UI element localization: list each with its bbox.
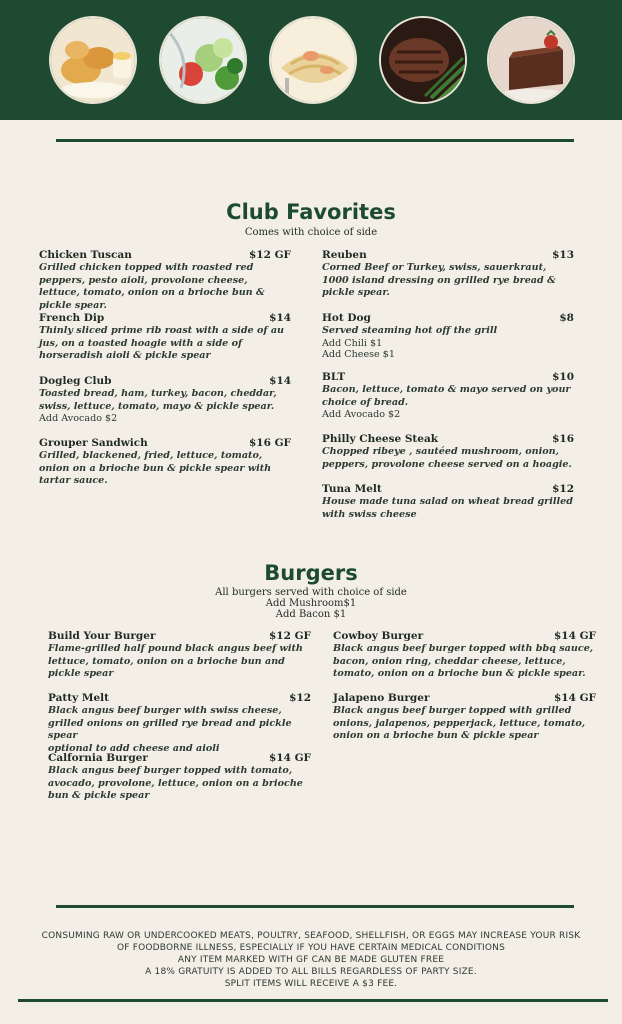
item-description: Flame-grilled half pound black angus beef with lettuce, tomato, onion on a brioche bun and pickle spear [48,643,303,680]
burgers-addon: Add Mushroom$1 [265,598,357,609]
disclaimer-line: A 18% GRATUITY IS ADDED TO ALL BILLS REGARDLESS OF PARTY SIZE. [145,967,477,977]
item-price: $12 GF [269,630,311,642]
footer-divider [18,999,608,1002]
salad-photo [159,16,247,104]
item-addon: Add Cheese $1 [322,349,395,361]
item-description: Black angus beef burger topped with tomato, avocado, provolone, lettuce, onion on a brioche bun & pickle spear [48,765,303,802]
menu-item [322,433,574,471]
item-addon: optional to add cheese and aioli [48,742,220,754]
item-name: Hot Dog [322,312,371,324]
item-price: $14 [269,312,291,324]
disclaimer-line: SPLIT ITEMS WILL RECEIVE A $3 FEE. [224,979,398,989]
top-divider [56,139,574,142]
item-price: $16 [552,433,574,445]
item-description: Toasted bread, ham, turkey, bacon, cheddar, swiss, lettuce, tomato, mayo & pickle spear. [39,388,277,412]
item-description: Black angus beef burger topped with grilled onions, jalapenos, pepperjack, lettuce, tomato, onion on a brioche bun & pickle spear [333,705,586,742]
menu-item [39,375,291,425]
item-price: $16 GF [249,437,291,449]
item-price: $14 GF [269,752,311,764]
burgers-subtitle: All burgers served with choice of side [215,587,407,598]
disclaimer-line: CONSUMING RAW OR UNDERCOOKED MEATS, POULTRY, SEAFOOD, SHELLFISH, OR EGGS MAY INCREASE YOUR RISK [41,931,581,941]
item-name: Reuben [322,249,367,261]
burgers-title: Burgers [264,561,358,585]
bottom-divider [56,905,574,908]
menu-item [48,692,311,755]
menu-item [39,437,291,488]
item-description: Grilled chicken topped with roasted red peppers, pesto aioli, provolone cheese, lettuce, tomato, onion on a brioche bun & pickle spear. [39,262,265,311]
item-name: French Dip [39,312,105,324]
item-description: Thinly sliced prime rib roast with a side of au jus, on a toasted hoagie with a side of horseradish aioli & pickle spear [39,325,285,362]
disclaimer-line: ANY ITEM MARKED WITH GF CAN BE MADE GLUTEN FREE [177,955,445,965]
item-name: Cowboy Burger [333,630,424,642]
steak-photo [379,16,467,104]
menu-item [39,312,291,363]
item-name: Tuna Melt [322,483,382,495]
item-price: $14 GF [554,692,596,704]
item-description: House made tuna salad on wheat bread grilled with swiss cheese [322,496,573,520]
header-banner [0,0,622,120]
item-addon: Add Avocado $2 [39,413,118,425]
pasta-photo [269,16,357,104]
item-name: Jalapeno Burger [333,692,430,704]
item-price: $12 [552,483,574,495]
item-description: Grilled, blackened, fried, lettuce, tomato, onion on a brioche bun & pickle spear with tartar sauce. [39,450,272,487]
menu-item [48,630,311,681]
menu-item [333,630,596,681]
item-name: Chicken Tuscan [39,249,132,261]
item-price: $14 GF [554,630,596,642]
item-name: Dogleg Club [39,375,112,387]
item-name: Patty Melt [48,692,110,704]
item-name: Grouper Sandwich [39,437,148,449]
disclaimer [0,930,622,990]
item-name: Calfornia Burger [48,752,148,764]
menu-item [333,692,596,743]
item-name: BLT [322,371,346,383]
burgers-addon: Add Bacon $1 [275,609,347,620]
menu-item [322,483,574,521]
item-description: Black angus beef burger topped with bbq sauce, bacon, onion ring, cheddar cheese, lettuce, tomato, onion on a brioche bun & pickle spear. [333,643,594,680]
club-favorites-title: Club Favorites [226,200,396,224]
item-price: $10 [552,371,574,383]
item-price: $13 [552,249,574,261]
item-name: Build Your Burger [48,630,156,642]
menu-item [39,249,291,312]
club-favorites-subtitle: Comes with choice of side [244,227,378,238]
menu-item [322,249,574,300]
item-description: Served steaming hot off the grill [322,325,498,336]
item-description: Chopped ribeye , sautéed mushroom, onion, peppers, provolone cheese served on a hoagie. [322,446,572,470]
item-description: Black angus beef burger with swiss cheese, grilled onions on grilled rye bread and pickle spear [48,705,292,742]
item-description: Bacon, lettuce, tomato & mayo served on your choice of bread. [322,384,571,408]
menu-item [48,752,311,803]
item-addon: Add Avocado $2 [322,409,401,421]
disclaimer-line: OF FOODBORNE ILLNESS, ESPECIALLY IF YOU HAVE CERTAIN MEDICAL CONDITIONS [116,943,506,953]
item-description: Corned Beef or Turkey, swiss, sauerkraut, 1000 island dressing on grilled rye bread & pickle spear. [322,262,556,299]
item-price: $12 [289,692,311,704]
chocolate-cake-photo [487,16,575,104]
item-price: $8 [559,312,574,324]
item-price: $14 [269,375,291,387]
item-name: Philly Cheese Steak [322,433,439,445]
fried-shrimp-photo [49,16,137,104]
menu-item [322,312,574,361]
menu-item [322,371,574,421]
item-addon: Add Chili $1 [322,337,383,349]
item-price: $12 GF [249,249,291,261]
